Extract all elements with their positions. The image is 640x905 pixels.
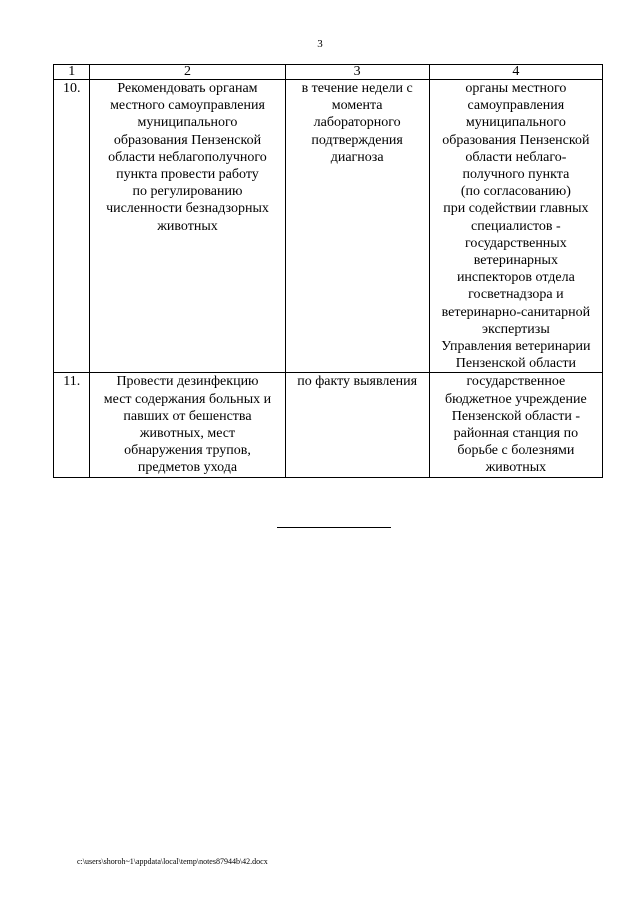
cell-text-line: районная станция по — [453, 426, 579, 442]
cell-text-line: получного пункта — [462, 167, 570, 183]
cell-text-line: по регулированию — [132, 184, 243, 200]
cell-text-line: в течение недели с — [301, 81, 413, 96]
cell-text-line: экспертизы — [481, 321, 550, 337]
executor-cell — [429, 373, 602, 477]
cell-text-line: диагноза — [330, 149, 384, 165]
header-col-3: 3 — [285, 65, 429, 80]
cell-text-line: момента — [331, 98, 383, 114]
measures-table — [53, 64, 603, 478]
cell-text-line: образования Пензенской — [442, 132, 590, 148]
cell-text-line: государственных — [465, 235, 567, 251]
header-col-4: 4 — [429, 65, 602, 80]
cell-text-line: области неблаго- — [465, 149, 567, 165]
cell-text-line: по факту выявления — [297, 374, 418, 390]
cell-text-line: мест содержания больных и — [103, 391, 272, 407]
cell-text-line: (по согласованию) — [460, 184, 571, 200]
cell-text-line: государственное — [466, 374, 566, 390]
deadline-cell — [285, 80, 429, 373]
cell-text-line: бюджетное учреждение — [445, 391, 587, 407]
cell-text-line: муниципального — [137, 115, 238, 131]
cell-text-line: специалистов - — [471, 218, 561, 234]
executor-cell — [429, 80, 602, 373]
cell-text-line: области неблагополучного — [108, 149, 267, 165]
measure-cell — [90, 373, 285, 477]
table-row — [54, 80, 603, 373]
file-path-footer: c:\users\shoroh~1\appdata\local\temp\notes87944b\42.docx — [77, 857, 268, 866]
cell-text-line: при содействии главных — [443, 201, 589, 217]
cell-text-line: инспекторов отдела — [456, 270, 575, 286]
cell-text-line: ветеринарно-санитарной — [441, 304, 591, 320]
page-number: 3 — [317, 38, 323, 50]
cell-text-line: животных — [485, 460, 547, 476]
cell-text-line: Провести дезинфекцию — [116, 374, 259, 390]
cell-text-line: самоуправления — [467, 98, 565, 114]
header-col-1: 1 — [54, 65, 90, 80]
cell-text-line: животных — [157, 218, 218, 234]
cell-text-line: ветеринарных — [473, 253, 558, 269]
cell-text-line: Пензенской области - — [451, 408, 581, 424]
cell-text-line: обнаружения трупов, — [124, 443, 251, 459]
cell-text-line: Управления ветеринарии — [441, 339, 591, 355]
cell-text-line: Рекомендовать органам — [117, 81, 258, 96]
cell-text-line: павших от бешенства — [123, 408, 252, 424]
cell-text-line: муниципального — [465, 115, 566, 131]
cell-text-line: численности безнадзорных — [106, 201, 269, 217]
row-number: 10. — [54, 80, 90, 373]
measure-cell — [90, 80, 285, 373]
cell-text-line: местного самоуправления — [110, 98, 265, 114]
cell-text-line: органы местного — [465, 81, 567, 96]
row-number: 11. — [54, 373, 90, 477]
deadline-cell — [285, 373, 429, 477]
cell-text-line: образования Пензенской — [113, 132, 262, 148]
header-col-2: 2 — [90, 65, 285, 80]
cell-text-line: лабораторного — [313, 115, 401, 131]
cell-text-line: госветнадзора и — [468, 287, 564, 303]
separator-line — [277, 527, 391, 528]
cell-text-line: подтверждения — [311, 132, 403, 148]
cell-text-line: животных, мест — [139, 426, 236, 442]
cell-text-line: Пензенской области — [455, 356, 576, 372]
cell-text-line: пункта провести работу — [116, 167, 259, 183]
table-row — [54, 373, 603, 477]
cell-text-line: предметов ухода — [137, 460, 238, 476]
table-header-row — [54, 65, 603, 80]
cell-text-line: борьбе с болезнями — [457, 443, 575, 459]
